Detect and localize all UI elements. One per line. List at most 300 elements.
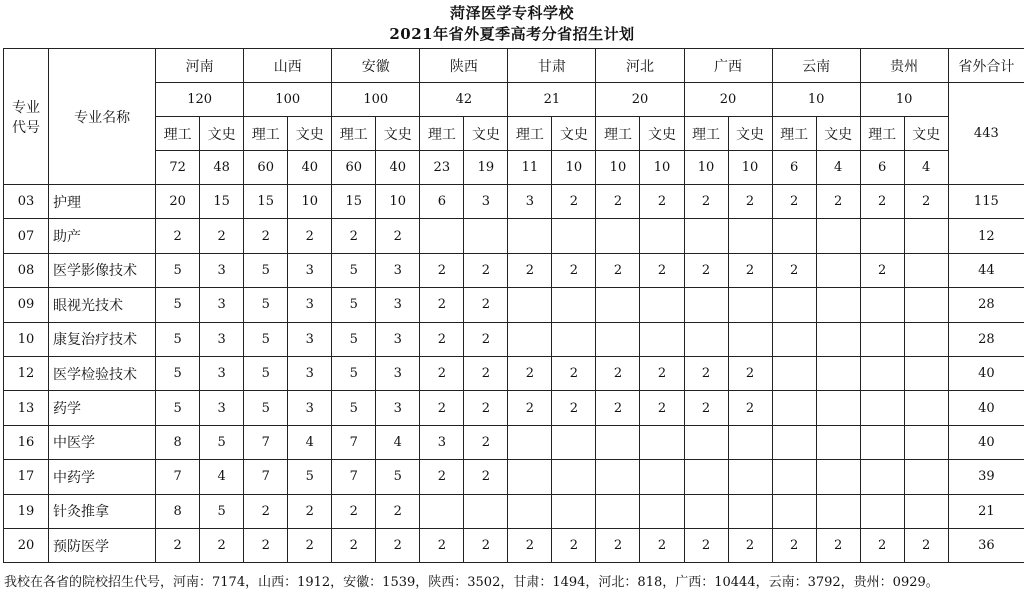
enrollment-plan-table (3, 48, 1024, 563)
province-science-subtotal: 60 (244, 151, 288, 185)
province-total: 42 (420, 83, 508, 117)
major-name: 眼视光技术 (49, 288, 156, 322)
quota-cell: 2 (596, 356, 640, 390)
quota-cell: 2 (904, 185, 948, 219)
quota-cell: 5 (244, 356, 288, 390)
quota-cell: 7 (332, 460, 376, 494)
quota-cell: 2 (816, 528, 860, 562)
header-province-name: 甘肃 (508, 49, 596, 83)
quota-cell (772, 425, 816, 459)
quota-cell: 5 (156, 322, 200, 356)
major-code: 13 (4, 391, 49, 425)
quota-cell (552, 425, 596, 459)
quota-cell (816, 460, 860, 494)
quota-cell (596, 425, 640, 459)
quota-cell (860, 494, 904, 528)
quota-cell: 5 (332, 322, 376, 356)
province-total: 10 (860, 83, 948, 117)
quota-cell (552, 460, 596, 494)
major-total: 40 (948, 391, 1024, 425)
quota-cell: 2 (464, 356, 508, 390)
quota-cell: 2 (728, 356, 772, 390)
quota-cell (420, 219, 464, 253)
quota-cell: 2 (640, 528, 684, 562)
major-name: 中医学 (49, 425, 156, 459)
quota-cell (816, 253, 860, 287)
major-name: 药学 (49, 391, 156, 425)
quota-cell: 5 (244, 253, 288, 287)
province-liberal-subtotal: 19 (464, 151, 508, 185)
header-out-of-province-total: 省外合计 (948, 49, 1024, 83)
quota-cell: 8 (156, 494, 200, 528)
quota-cell (640, 322, 684, 356)
quota-cell (904, 391, 948, 425)
province-total: 100 (332, 83, 420, 117)
table-row (4, 425, 1024, 459)
quota-cell: 5 (200, 425, 244, 459)
quota-cell: 2 (816, 185, 860, 219)
quota-cell (464, 494, 508, 528)
header-science: 理工 (684, 117, 728, 151)
quota-cell: 2 (376, 494, 420, 528)
province-liberal-subtotal: 10 (552, 151, 596, 185)
quota-cell: 10 (288, 185, 332, 219)
quota-cell: 3 (200, 288, 244, 322)
quota-cell (508, 460, 552, 494)
quota-cell: 15 (244, 185, 288, 219)
table-row (4, 322, 1024, 356)
quota-cell (772, 288, 816, 322)
province-total: 120 (156, 83, 244, 117)
major-name: 康复治疗技术 (49, 322, 156, 356)
header-province-name: 河北 (596, 49, 684, 83)
header-science: 理工 (156, 117, 200, 151)
quota-cell (596, 219, 640, 253)
quota-cell: 4 (288, 425, 332, 459)
quota-cell: 3 (464, 185, 508, 219)
quota-cell (508, 219, 552, 253)
quota-cell: 2 (684, 356, 728, 390)
quota-cell: 6 (420, 185, 464, 219)
quota-cell: 2 (288, 219, 332, 253)
quota-cell: 5 (376, 460, 420, 494)
quota-cell (684, 288, 728, 322)
quota-cell: 2 (288, 528, 332, 562)
quota-cell (640, 219, 684, 253)
header-province-name: 陕西 (420, 49, 508, 83)
table-row (4, 494, 1024, 528)
quota-cell (772, 494, 816, 528)
quota-cell (728, 219, 772, 253)
major-name: 中药学 (49, 460, 156, 494)
major-name: 针灸推拿 (49, 494, 156, 528)
major-total: 28 (948, 322, 1024, 356)
quota-cell (816, 288, 860, 322)
quota-cell (816, 425, 860, 459)
quota-cell: 3 (288, 391, 332, 425)
quota-cell (684, 494, 728, 528)
quota-cell (772, 219, 816, 253)
quota-cell (860, 288, 904, 322)
header-province-name: 安徽 (332, 49, 420, 83)
major-code: 09 (4, 288, 49, 322)
province-total: 20 (684, 83, 772, 117)
quota-cell (508, 288, 552, 322)
table-row (4, 253, 1024, 287)
header-liberal-arts: 文史 (728, 117, 772, 151)
quota-cell (816, 356, 860, 390)
quota-cell: 3 (420, 425, 464, 459)
province-liberal-subtotal: 10 (728, 151, 772, 185)
major-code: 17 (4, 460, 49, 494)
quota-cell: 2 (684, 185, 728, 219)
quota-cell (596, 288, 640, 322)
quota-cell: 2 (464, 460, 508, 494)
quota-cell (684, 219, 728, 253)
header-science: 理工 (860, 117, 904, 151)
quota-cell: 3 (376, 322, 420, 356)
quota-cell (816, 391, 860, 425)
header-liberal-arts: 文史 (640, 117, 684, 151)
quota-cell: 10 (376, 185, 420, 219)
quota-cell: 2 (508, 391, 552, 425)
quota-cell (552, 494, 596, 528)
quota-cell: 2 (640, 391, 684, 425)
quota-cell: 3 (376, 356, 420, 390)
quota-cell: 3 (200, 253, 244, 287)
quota-cell: 5 (200, 494, 244, 528)
quota-cell: 5 (288, 460, 332, 494)
quota-cell (904, 356, 948, 390)
province-liberal-subtotal: 4 (816, 151, 860, 185)
quota-cell: 2 (596, 528, 640, 562)
quota-cell: 2 (464, 391, 508, 425)
province-science-subtotal: 72 (156, 151, 200, 185)
major-total: 39 (948, 460, 1024, 494)
header-science: 理工 (332, 117, 376, 151)
table-row (4, 528, 1024, 562)
quota-cell: 7 (332, 425, 376, 459)
header-science: 理工 (244, 117, 288, 151)
quota-cell (640, 494, 684, 528)
quota-cell: 2 (684, 528, 728, 562)
quota-cell: 7 (244, 460, 288, 494)
page-title: 2021年省外夏季高考分省招生计划 (389, 25, 635, 43)
table-row (4, 460, 1024, 494)
quota-cell (640, 460, 684, 494)
header-science: 理工 (420, 117, 464, 151)
quota-cell: 2 (420, 253, 464, 287)
quota-cell: 3 (200, 322, 244, 356)
table-row (4, 391, 1024, 425)
quota-cell: 2 (508, 253, 552, 287)
quota-cell: 2 (860, 528, 904, 562)
quota-cell (772, 356, 816, 390)
quota-cell: 2 (464, 253, 508, 287)
header-liberal-arts: 文史 (552, 117, 596, 151)
major-total: 115 (948, 185, 1024, 219)
table-row (4, 356, 1024, 390)
quota-cell: 5 (156, 288, 200, 322)
quota-cell: 2 (464, 425, 508, 459)
header-liberal-arts: 文史 (200, 117, 244, 151)
quota-cell (904, 288, 948, 322)
quota-cell: 2 (156, 528, 200, 562)
quota-cell: 2 (508, 528, 552, 562)
quota-cell (904, 425, 948, 459)
quota-cell: 2 (552, 253, 596, 287)
quota-cell: 3 (200, 391, 244, 425)
quota-cell: 2 (376, 219, 420, 253)
quota-cell (772, 460, 816, 494)
major-code: 08 (4, 253, 49, 287)
header-province-name: 河南 (156, 49, 244, 83)
quota-cell (640, 288, 684, 322)
quota-cell: 2 (552, 356, 596, 390)
major-total: 28 (948, 288, 1024, 322)
quota-cell: 5 (156, 356, 200, 390)
quota-cell: 8 (156, 425, 200, 459)
quota-cell (904, 460, 948, 494)
province-science-subtotal: 23 (420, 151, 464, 185)
province-total: 10 (772, 83, 860, 117)
quota-cell: 5 (244, 391, 288, 425)
header-major-name: 专业名称 (49, 49, 156, 185)
quota-cell: 5 (332, 391, 376, 425)
quota-cell: 3 (288, 356, 332, 390)
header-province-name: 山西 (244, 49, 332, 83)
major-code: 03 (4, 185, 49, 219)
province-liberal-subtotal: 10 (640, 151, 684, 185)
quota-cell: 2 (288, 494, 332, 528)
quota-cell: 4 (200, 460, 244, 494)
quota-cell (816, 322, 860, 356)
quota-cell: 20 (156, 185, 200, 219)
major-total: 40 (948, 425, 1024, 459)
quota-cell: 4 (376, 425, 420, 459)
major-name: 医学检验技术 (49, 356, 156, 390)
province-science-subtotal: 60 (332, 151, 376, 185)
quota-cell: 2 (596, 185, 640, 219)
quota-cell: 2 (904, 528, 948, 562)
province-liberal-subtotal: 4 (904, 151, 948, 185)
quota-cell: 2 (420, 288, 464, 322)
major-total: 21 (948, 494, 1024, 528)
quota-cell: 2 (200, 219, 244, 253)
quota-cell: 3 (288, 322, 332, 356)
quota-cell: 2 (728, 391, 772, 425)
header-science: 理工 (596, 117, 640, 151)
header-science: 理工 (772, 117, 816, 151)
quota-cell: 2 (772, 185, 816, 219)
quota-cell: 15 (332, 185, 376, 219)
quota-cell: 2 (640, 356, 684, 390)
header-liberal-arts: 文史 (288, 117, 332, 151)
quota-cell (904, 322, 948, 356)
quota-cell: 2 (552, 528, 596, 562)
quota-cell: 2 (860, 253, 904, 287)
quota-cell: 2 (420, 528, 464, 562)
quota-cell: 7 (244, 425, 288, 459)
quota-cell (860, 219, 904, 253)
major-total: 44 (948, 253, 1024, 287)
header-province-name: 贵州 (860, 49, 948, 83)
quota-cell (684, 322, 728, 356)
quota-cell (860, 425, 904, 459)
quota-cell: 2 (684, 253, 728, 287)
quota-cell: 3 (288, 288, 332, 322)
quota-cell: 2 (640, 253, 684, 287)
header-liberal-arts: 文史 (816, 117, 860, 151)
province-total: 21 (508, 83, 596, 117)
major-code: 19 (4, 494, 49, 528)
province-science-subtotal: 6 (860, 151, 904, 185)
quota-cell (860, 460, 904, 494)
quota-cell: 2 (860, 185, 904, 219)
quota-cell (728, 494, 772, 528)
province-science-subtotal: 11 (508, 151, 552, 185)
header-province-name: 云南 (772, 49, 860, 83)
header-liberal-arts: 文史 (464, 117, 508, 151)
quota-cell (772, 391, 816, 425)
quota-cell: 2 (772, 253, 816, 287)
quota-cell: 2 (640, 185, 684, 219)
quota-cell: 3 (288, 253, 332, 287)
quota-cell (552, 219, 596, 253)
quota-cell: 2 (332, 494, 376, 528)
quota-cell (552, 288, 596, 322)
quota-cell: 15 (200, 185, 244, 219)
province-science-subtotal: 10 (596, 151, 640, 185)
quota-cell: 5 (332, 288, 376, 322)
quota-cell: 2 (728, 185, 772, 219)
quota-cell: 2 (376, 528, 420, 562)
quota-cell: 2 (772, 528, 816, 562)
major-total: 36 (948, 528, 1024, 562)
quota-cell: 2 (156, 219, 200, 253)
quota-cell: 2 (728, 253, 772, 287)
quota-cell: 2 (552, 391, 596, 425)
major-name: 护理 (49, 185, 156, 219)
quota-cell: 5 (156, 391, 200, 425)
quota-cell: 5 (332, 253, 376, 287)
header-province-name: 广西 (684, 49, 772, 83)
quota-cell: 5 (244, 322, 288, 356)
quota-cell (816, 494, 860, 528)
major-code: 10 (4, 322, 49, 356)
quota-cell (552, 322, 596, 356)
table-row (4, 219, 1024, 253)
quota-cell (508, 494, 552, 528)
quota-cell (508, 425, 552, 459)
major-total: 12 (948, 219, 1024, 253)
quota-cell: 7 (156, 460, 200, 494)
major-code: 20 (4, 528, 49, 562)
major-name: 预防医学 (49, 528, 156, 562)
quota-cell (596, 322, 640, 356)
quota-cell (860, 356, 904, 390)
quota-cell: 2 (420, 356, 464, 390)
quota-cell (728, 460, 772, 494)
header-major-code: 专业 代号 (4, 49, 49, 185)
quota-cell (904, 219, 948, 253)
quota-cell: 3 (508, 185, 552, 219)
quota-cell: 2 (244, 494, 288, 528)
quota-cell (684, 425, 728, 459)
quota-cell: 2 (332, 219, 376, 253)
province-science-subtotal: 6 (772, 151, 816, 185)
table-row (4, 288, 1024, 322)
quota-cell: 2 (420, 391, 464, 425)
quota-cell (640, 425, 684, 459)
province-total: 20 (596, 83, 684, 117)
quota-cell: 2 (464, 288, 508, 322)
quota-cell: 2 (464, 322, 508, 356)
quota-cell: 2 (200, 528, 244, 562)
quota-cell: 3 (376, 253, 420, 287)
quota-cell (596, 494, 640, 528)
major-total: 40 (948, 356, 1024, 390)
quota-cell: 5 (156, 253, 200, 287)
quota-cell (596, 460, 640, 494)
quota-cell (728, 425, 772, 459)
quota-cell (728, 288, 772, 322)
quota-cell: 2 (464, 528, 508, 562)
quota-cell (860, 391, 904, 425)
quota-cell: 2 (596, 391, 640, 425)
quota-cell (420, 494, 464, 528)
table-row (4, 185, 1024, 219)
province-liberal-subtotal: 40 (288, 151, 332, 185)
quota-cell (728, 322, 772, 356)
quota-cell (508, 322, 552, 356)
quota-cell: 3 (376, 288, 420, 322)
major-code: 12 (4, 356, 49, 390)
quota-cell: 2 (728, 528, 772, 562)
quota-cell (772, 322, 816, 356)
quota-cell: 5 (244, 288, 288, 322)
province-science-subtotal: 10 (684, 151, 728, 185)
province-total: 100 (244, 83, 332, 117)
province-liberal-subtotal: 48 (200, 151, 244, 185)
quota-cell: 2 (420, 322, 464, 356)
quota-cell (684, 460, 728, 494)
quota-cell: 2 (244, 528, 288, 562)
quota-cell: 2 (420, 460, 464, 494)
header-liberal-arts: 文史 (376, 117, 420, 151)
quota-cell: 2 (244, 219, 288, 253)
header-liberal-arts: 文史 (904, 117, 948, 151)
quota-cell: 5 (332, 356, 376, 390)
quota-cell (904, 253, 948, 287)
school-name: 菏泽医学专科学校 (449, 4, 574, 22)
header-science: 理工 (508, 117, 552, 151)
quota-cell: 2 (508, 356, 552, 390)
major-code: 07 (4, 219, 49, 253)
quota-cell: 2 (332, 528, 376, 562)
quota-cell (464, 219, 508, 253)
quota-cell: 2 (684, 391, 728, 425)
quota-cell: 3 (200, 356, 244, 390)
major-name: 医学影像技术 (49, 253, 156, 287)
major-name: 助产 (49, 219, 156, 253)
quota-cell: 2 (552, 185, 596, 219)
quota-cell (860, 322, 904, 356)
quota-cell: 2 (596, 253, 640, 287)
quota-cell (904, 494, 948, 528)
province-liberal-subtotal: 40 (376, 151, 420, 185)
major-code: 16 (4, 425, 49, 459)
